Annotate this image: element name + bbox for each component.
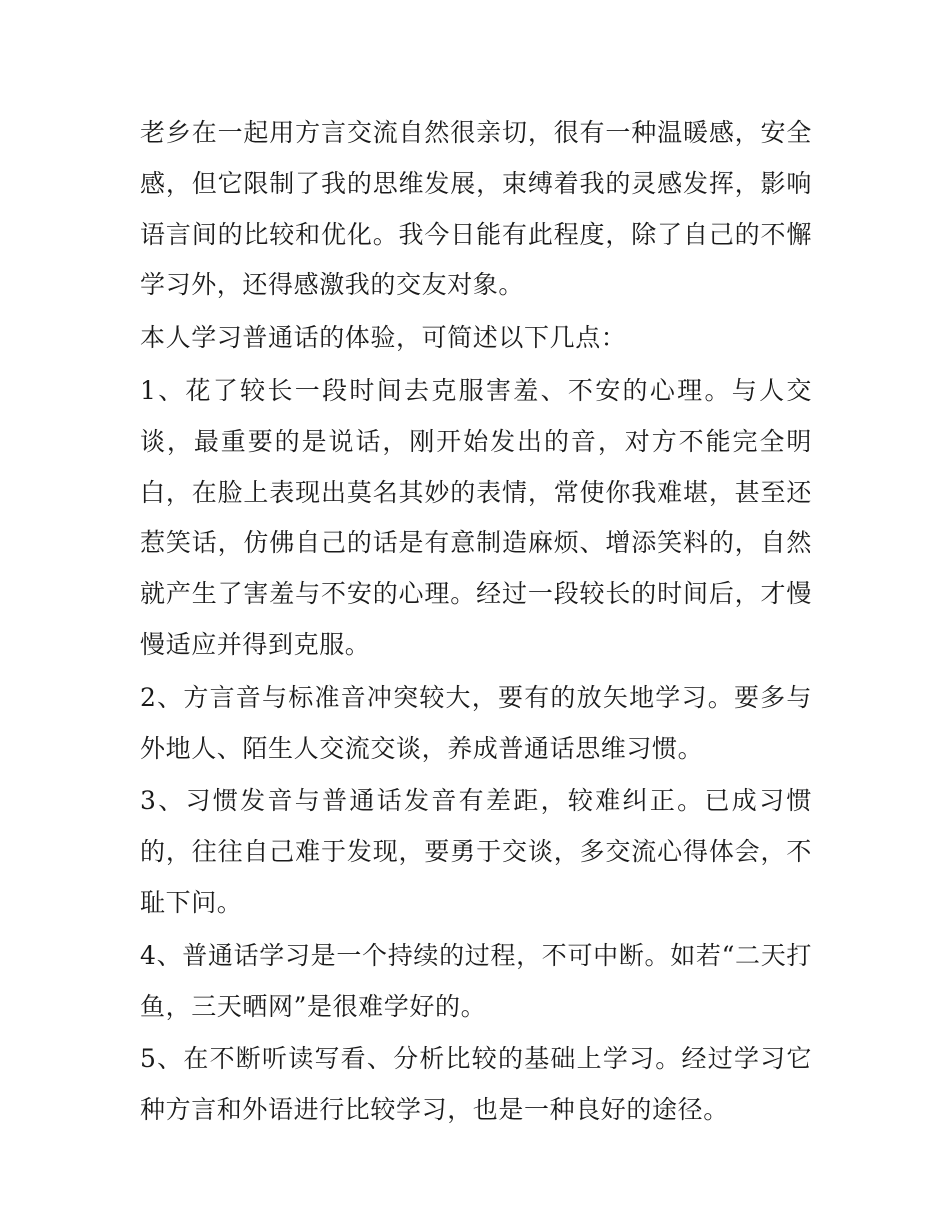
- paragraph-point-2: 2、方言音与标准音冲突较大，要有的放矢地学习。要多与外地人、陌生人交流交谈，养成普通话思维习惯。: [140, 682, 812, 763]
- document-body: [140, 108, 812, 1138]
- paragraph-point-5: 5、在不断听读写看、分析比较的基础上学习。经过学习它种方言和外语进行比较学习，也是一种良好的途径。: [140, 1044, 812, 1125]
- paragraph-point-4: 4、普通话学习是一个持续的过程，不可中断。如若“二天打鱼，三天晒网”是很难学好的。: [140, 940, 812, 1021]
- paragraph-point-1: 1、花了较长一段时间去克服害羞、不安的心理。与人交谈，最重要的是说话，刚开始发出的音，对方不能完全明白，在脸上表现出莫名其妙的表情，常使你我难堪，甚至还惹笑话，仿佛自己的话是有意制造麻烦、增添笑料的，自然就产生了害羞与不安的心理。经过一段较长的时间后，才慢慢适应并得到克服。: [140, 375, 812, 659]
- paragraph-summary-heading: 本人学习普通话的体验，可简述以下几点：: [140, 323, 627, 353]
- paragraph-intro: 老乡在一起用方言交流自然很亲切，很有一种温暖感，安全感，但它限制了我的思维发展，束缚着我的灵感发挥，影响语言间的比较和优化。我今日能有此程度，除了自己的不懈学习外，还得感激我的交友对象。: [140, 118, 812, 300]
- paragraph-point-3: 3、习惯发音与普通话发音有差距，较难纠正。已成习惯的，往往自己难于发现，要勇于交谈，多交流心得体会，不耻下问。: [140, 786, 812, 917]
